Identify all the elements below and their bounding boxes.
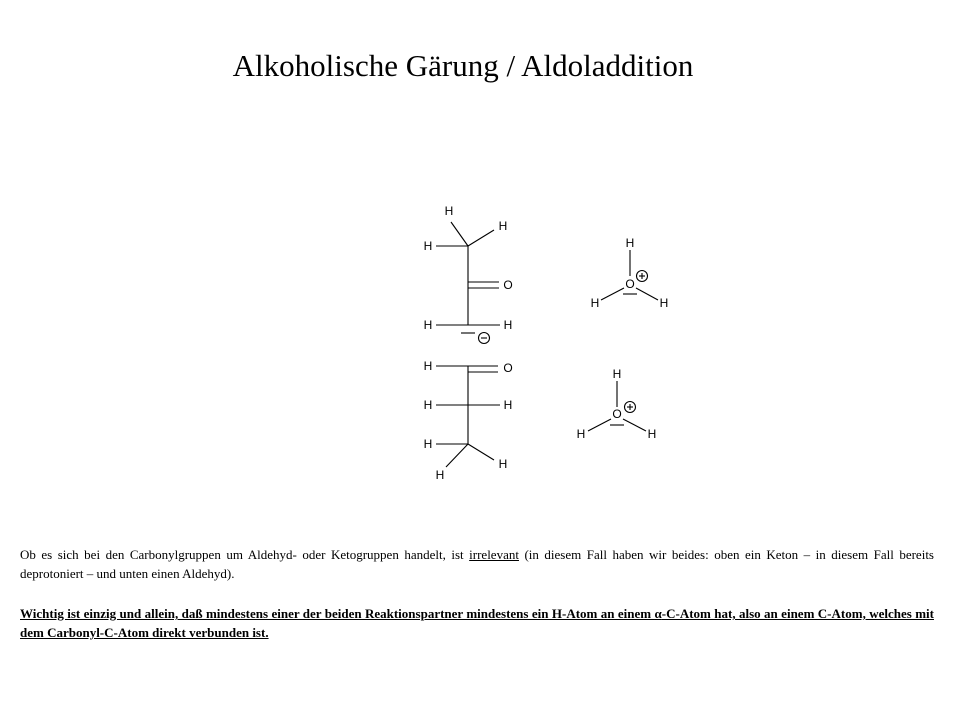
atom-label: H: [423, 398, 433, 412]
note-carbonyl-groups: [20, 545, 934, 583]
atom-label: H: [423, 318, 433, 332]
note-text: Ob es sich bei den Carbonylgruppen um Aldehyd- oder Ketogruppen handelt, ist: [20, 547, 470, 562]
atom-label: H: [444, 204, 454, 218]
bond: [468, 230, 494, 246]
bond: [623, 419, 646, 431]
atom-label: H: [612, 367, 622, 381]
hydronium-ion: [577, 367, 657, 441]
note-emphasis: irrelevant: [469, 547, 519, 562]
bond: [601, 288, 624, 300]
bond: [451, 222, 468, 246]
enolate-molecule: [424, 204, 513, 344]
note-text: -C-Atom hat, also an einem C-Atom, welches mit dem Carbonyl-C-Atom direkt verbunden ist.: [20, 606, 934, 640]
atom-label: H: [503, 318, 513, 332]
note-alpha-carbon: [20, 604, 934, 642]
aldehyde-molecule: [424, 359, 513, 482]
bond: [446, 444, 468, 467]
atom-label: H: [423, 239, 433, 253]
alpha-symbol: α: [654, 606, 662, 621]
slide-title: Alkoholische Gärung / Aldoladdition: [232, 48, 694, 83]
note-text: Wichtig ist einzig und allein, daß mindestens einer der beiden Reaktionspartner mindestens ein H-Atom an einem: [20, 606, 655, 621]
atom-label: H: [423, 359, 433, 373]
atom-label: O: [503, 361, 513, 375]
note-text: (in diesem Fall haben wir beides: oben ein Keton – in diesem Fall bereits deprotoniert – und unten einen Aldehyd).: [20, 547, 934, 581]
atom-label: H: [647, 427, 657, 441]
atom-label: H: [435, 468, 445, 482]
hydronium-ion: [591, 236, 669, 310]
atom-label: H: [576, 427, 586, 441]
atom-label: O: [612, 407, 622, 421]
bond: [468, 444, 494, 460]
atom-label: O: [503, 278, 513, 292]
atom-label: H: [659, 296, 669, 310]
atom-label: O: [625, 277, 635, 291]
atom-label: H: [503, 398, 513, 412]
atom-label: H: [498, 219, 508, 233]
atom-label: H: [423, 437, 433, 451]
bond: [588, 419, 611, 431]
bond: [636, 288, 658, 300]
atom-label: H: [590, 296, 600, 310]
atom-label: H: [625, 236, 635, 250]
atom-label: H: [498, 457, 508, 471]
